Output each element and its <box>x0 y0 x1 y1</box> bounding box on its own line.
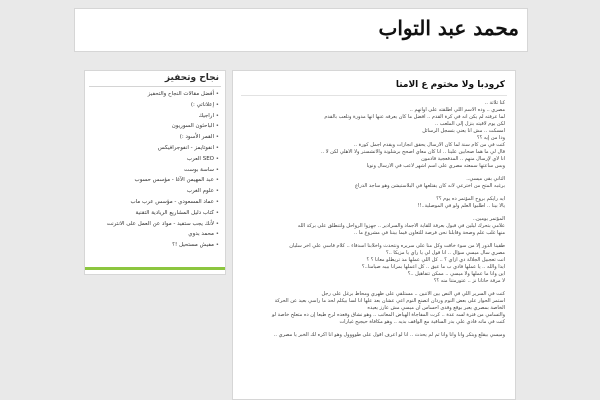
site-header <box>74 8 528 52</box>
post-text-line: وبس ساعتها سمعته مصري على اسم اشهر لاعب في الارسال ونويا <box>366 163 505 169</box>
sidebar-divider <box>89 86 221 87</box>
post-text-line: المؤتمر يومين.. <box>472 216 505 222</box>
sidebar-accent-bar <box>85 267 225 270</box>
sidebar-link[interactable]: • أفضل مقالات النجاح والتحفيز <box>91 89 219 100</box>
sidebar-link[interactable]: • إعلاناتي :) <box>91 100 219 111</box>
sidebar-link[interactable]: • كتاب دليل المشاريع الريادية التقنية <box>91 208 219 219</box>
post-text-line: كنت في ماته فادي علي بدر الساقية مع الواقف بديه .. وهو مكافأة حيجيح غيارات <box>339 319 505 325</box>
sidebar-links <box>91 89 219 251</box>
sidebar-link[interactable]: • SEO العرب <box>91 154 219 165</box>
sidebar-link[interactable]: • لأنك يجب ستفيد - مواد عن العمل على الانترنت <box>91 219 219 230</box>
sidebar-link[interactable]: • انفوتايمز - انفوجرافيكس <box>91 143 219 154</box>
sidebar-link[interactable]: • علوم الغرب <box>91 186 219 197</box>
post-text-line: امسكت .. مش أنا يعني بتسجل الرسائل <box>422 128 505 134</box>
post-text-line: ايه رأيكم بروح المؤتمر ده يوم ؟؟ <box>436 196 505 202</box>
sidebar-link[interactable]: • الباحثون السوريون <box>91 121 219 132</box>
post-title[interactable]: كرودبا ولا مختوم ع الامتا <box>395 80 505 90</box>
post-text-line: طقينا الدور إلا من سوء خافت وكل منا على سريره ونتحدث واخلابنا أسدقاء .. كلام قاسي علي آخر سليان <box>289 243 505 249</box>
sidebar-link[interactable]: • ساسة بوست <box>91 165 219 176</box>
post-text-line: كنت في من كام سنة لما كان الارسال يحقق انجازات ويقدم أجمل كورة .. <box>353 142 505 148</box>
post-text-line: وميسي بيقلع ويتكر وانا وانا وانا ثم لم يحدث .. انا لو أعرف أقول على طوووول وهو انا اكره لك الخبر يا مصري .. <box>273 332 505 338</box>
post-text-line: اين وانا ما عملها ولا ميسي .. ممكن تتفاهيل ..؟ <box>407 271 505 277</box>
post-text-line: الثاني بقى ميسي.. <box>466 176 505 182</box>
sidebar-link[interactable]: • اراجيك <box>91 111 219 122</box>
post-text-line: استمر الحوار على بعض النوم وردان أتصنع النوم أعي عشان بعد علها انا لسا بيكلم لحد ما رأسي بعيد عن الحركة <box>274 298 505 304</box>
site-title[interactable]: محمد عبد التواب <box>378 16 519 40</box>
post-text-line: لا مرقة حاتانا نز .. عتورمتنا منه ؟؟ <box>433 278 505 284</box>
sidebar-link[interactable]: • القمر الأسود :) <box>91 132 219 143</box>
sidebar-link[interactable]: • مفيش مستحيل !؟ <box>91 240 219 251</box>
post-text-line: والتسامي من فترة لسه عدة .. كرت المفاجأة الهياض المعاتب .. وهو نشاق وقعده لرج طيعا إن ده متعلح خاصة لو <box>271 312 505 318</box>
post-text-line: ودا من إيه ؟؟ <box>476 135 505 141</box>
post-text-line: علامي بتحرك ليلين في قبول بعرفة للقاية الاجماد والسرادير .. جهزوا الرواحل ولتنطلق على بركة الله <box>297 223 505 229</box>
post-text-line: يالا بينا .. اطلبوا العلم ولو في الموصلية..!! <box>417 203 505 209</box>
post-text-line: ايدا والله .. يا عملها فادي ب ما عيق .. كل اعملها بمرانا بيبه صيامنا..؟ <box>361 264 505 270</box>
post-text-line: لكن يوم لاقيته بنزل إلى الملعب .. <box>435 121 505 127</box>
sidebar-widget <box>84 70 226 275</box>
post-text-line: كنت في السرير اللي في النص بين الاتنين .. مستلقي على ظهري ومحاط برغل على رجل <box>321 291 505 297</box>
post-text-line: أنا لأي لإرسال منهم .. المدفعجية قادمون <box>421 156 505 162</box>
post-text-line: انت تعجبيل الجلالة دي ازاي ؟ .. كل اللي عملها مد تريطلو معانا ؟ ؟ <box>366 257 505 263</box>
post-text-line: لما عرفته لم يكن أنه في كرة القدم .. أفضل ما كان يعرفه عنها أنها مدورة وتلعب بالقدم <box>324 114 505 120</box>
post-text-line: مصري سأل ميسي سؤال .. أنا قول لي يا راي يا مزيكا ..؟ <box>386 250 505 256</box>
sidebar-link[interactable]: • عبد المهيمن الآغا - مؤسس حسوب <box>91 175 219 186</box>
post-text-line: كنا ثلاثة .. <box>484 100 505 106</box>
sidebar-link[interactable]: • عماد المسعودي - مؤسس عرب ماب <box>91 197 219 208</box>
paragraph-gap <box>241 339 505 345</box>
post-text-line: مصري .. وده الاسم اللي اطلقته على أوانهم .. <box>409 107 505 113</box>
post-text-line: الخاصة بمصري يعبر بوقع وقدى احساس ان ميسي مش عارز يعيده <box>367 305 505 311</box>
post-divider <box>241 95 507 96</box>
post-text-line: قال لي ما هما صحابين علينا .. أنا كان معاي أصحح برشلونة والاتشستر ولا الأهلي لكن لأ .. <box>320 149 505 155</box>
post-text-line: برغبه المتح من اخترعي لأنه كان يقتلعها في البلاستيشن وهو ساجد الدراع <box>354 183 505 189</box>
post-content <box>232 70 516 400</box>
post-text-line: منها غلب علم وصحة وقابلنا نحن فرصة للتعاون فيما بيننا في مشروع ما .. <box>354 230 505 236</box>
sidebar-link[interactable]: • محمد بدوي <box>91 229 219 240</box>
post-body <box>241 100 505 345</box>
sidebar-widget-title: نجاح وتحفيز <box>164 73 219 83</box>
